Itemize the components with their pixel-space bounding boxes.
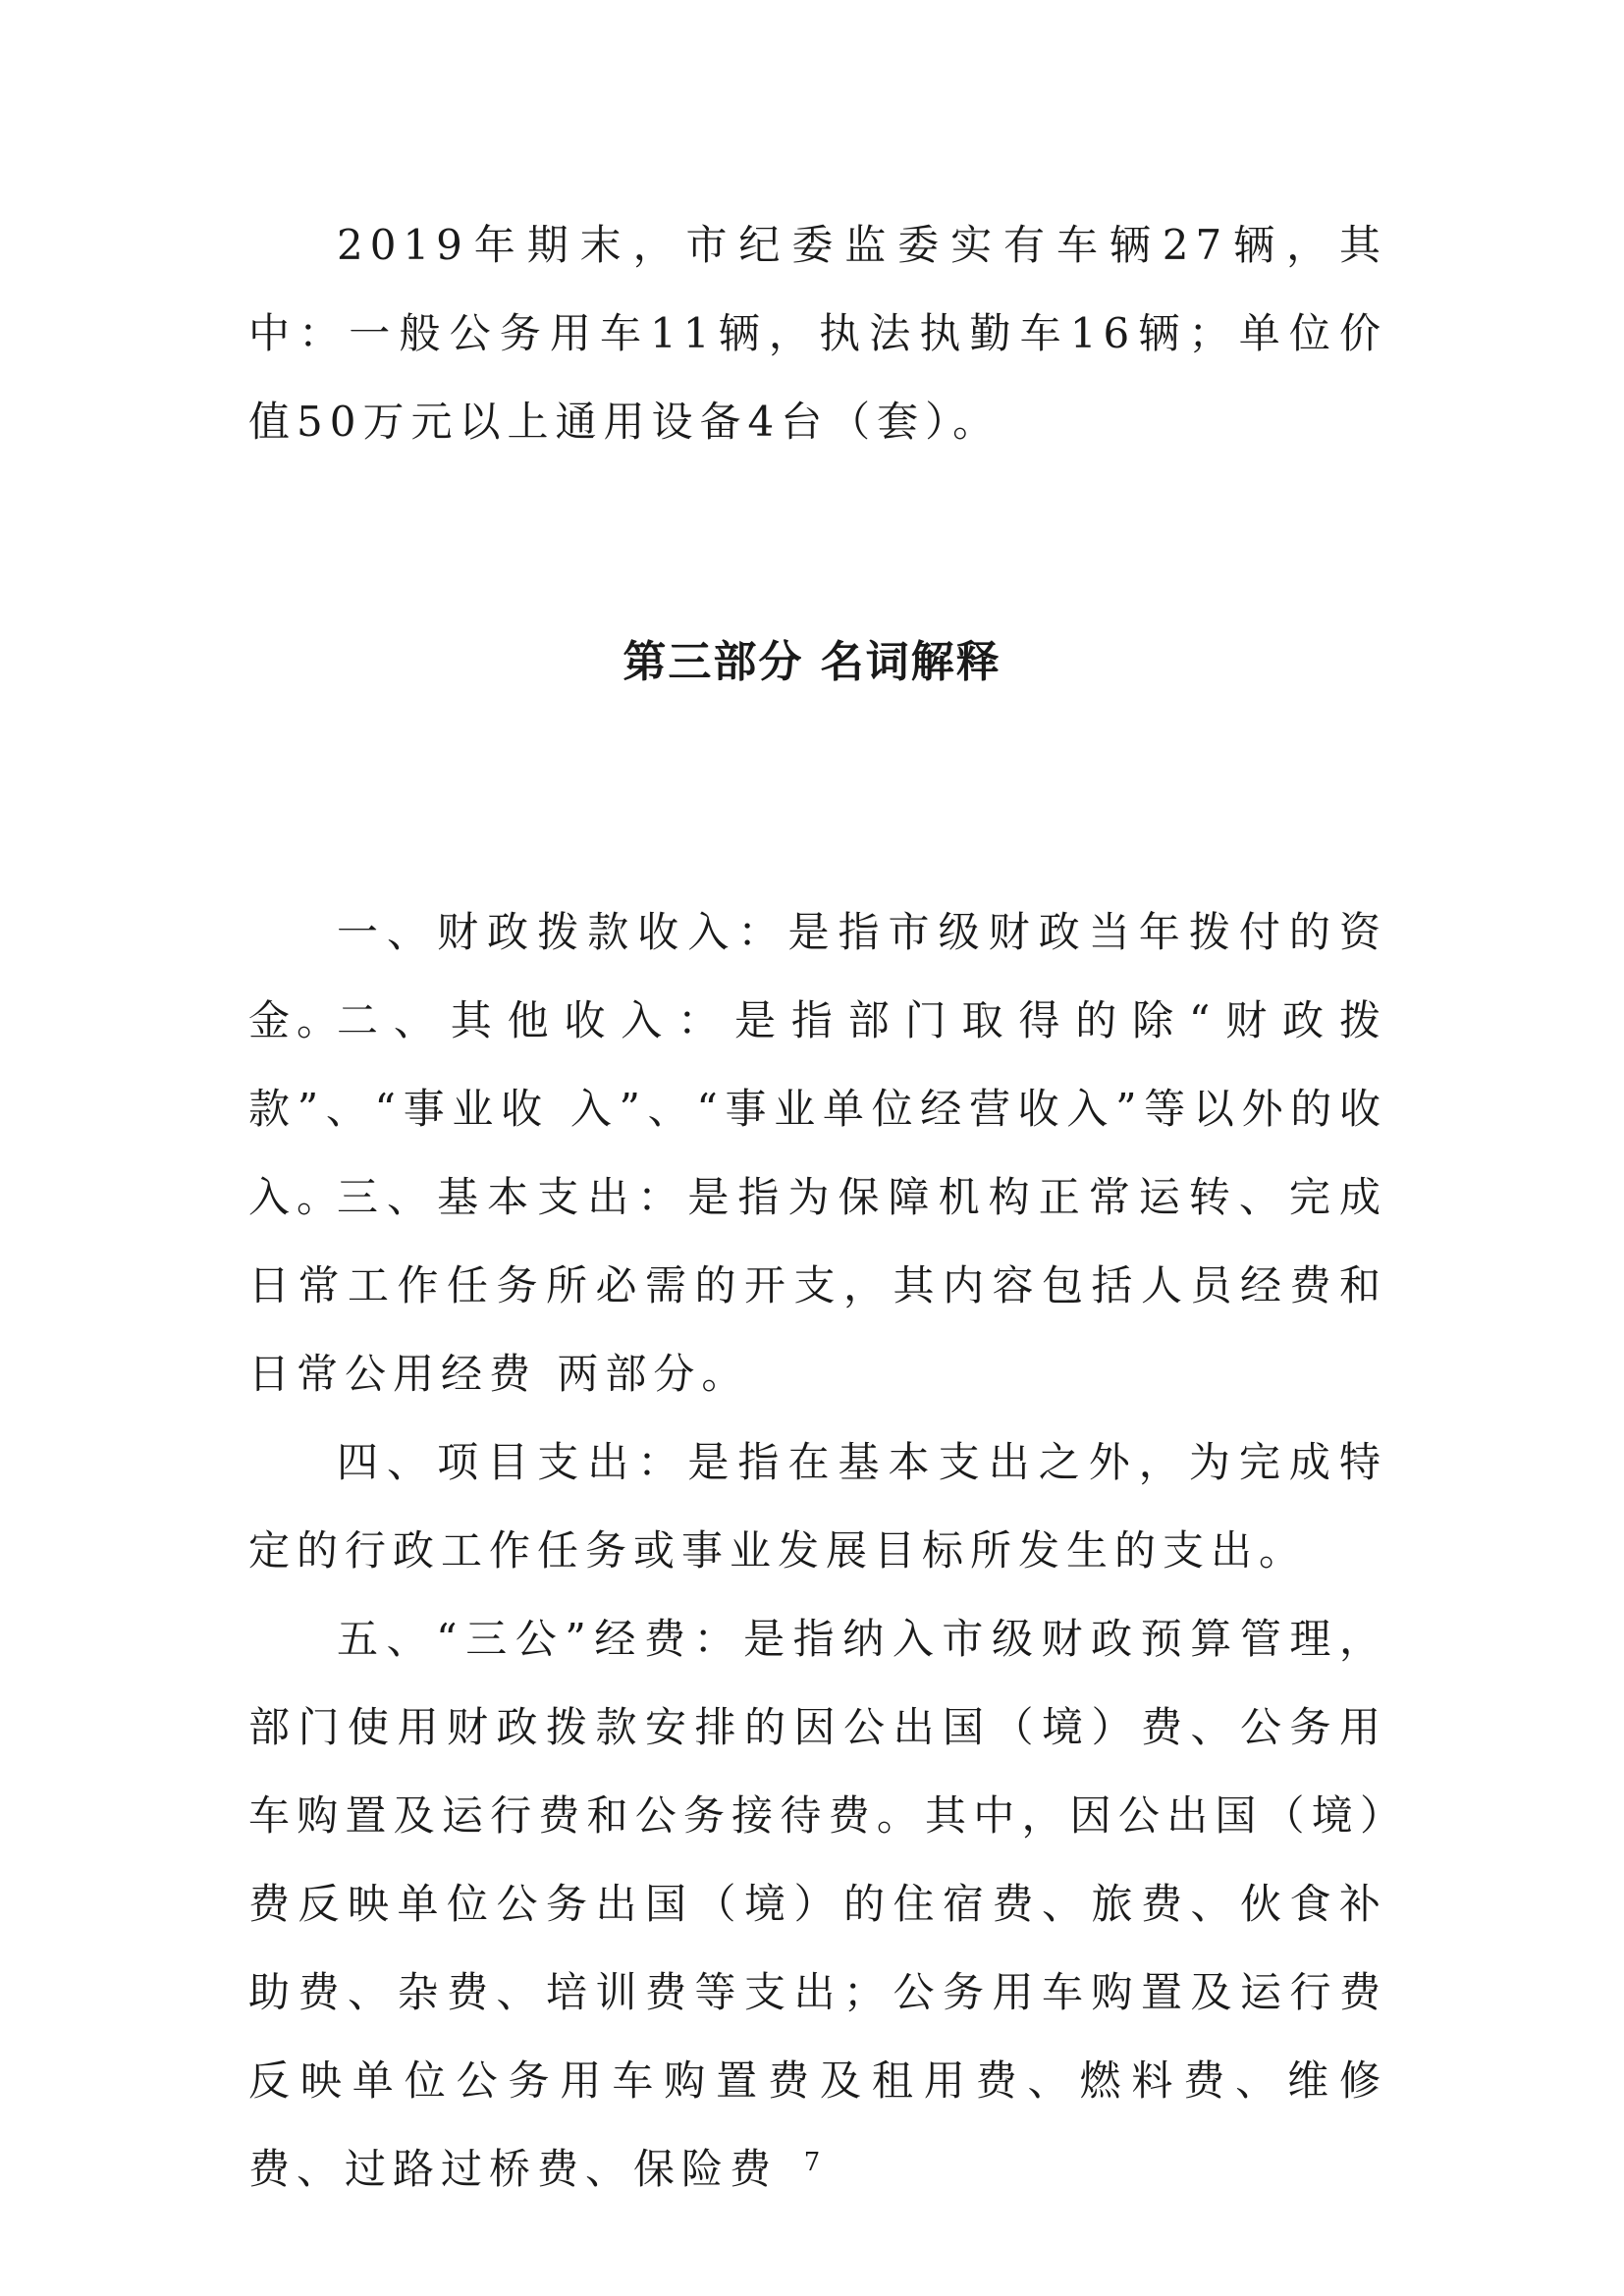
page-number: 7 [803,2148,821,2177]
definition-fiscal-appropriation-income: 一、财政拨款收入：是指市级财政当年拨付的资金。 [248,908,1387,1044]
definition-other-income: 二、其他收入：是指部门取得的除“财政拨款”、“事业收 入”、“事业单位经营收入”等以外的收入。 [248,996,1387,1221]
section-title: 第三部分 名词解释 [623,637,1001,687]
definition-basic-expenditure: 三、基本支出：是指为保障机构正常运转、完成日常工作任务所必需的开支，其内容包括人员经费和日常公用经费 两部分。 [248,1173,1387,1398]
definition-project-expenditure: 四、项目支出：是指在基本支出之外，为完成特定的行政工作任务或事业发展目标所发生的支出。 [248,1438,1387,1575]
definition-three-public-expenses: 五、“三公”经费：是指纳入市级财政预算管理，部门使用财政拨款安排的因公出国（境）费、公务用车购置及运行费和公务接待费。其中，因公出国（境）费反映单位公务出国（境）的住宿费、旅费、伙食补助费、杂费、培训费等支出；公务用车购置及运行费反映单位公务用车购置费及租用费、燃料费、维修费、过路过桥费、保险费 [248,1615,1387,2193]
assets-paragraph: 2019年期末，市纪委监委实有车辆27辆，其中：一般公务用车11辆，执法执勤车16辆；单位价值50万元以上通用设备4台（套）。 [248,221,1387,446]
